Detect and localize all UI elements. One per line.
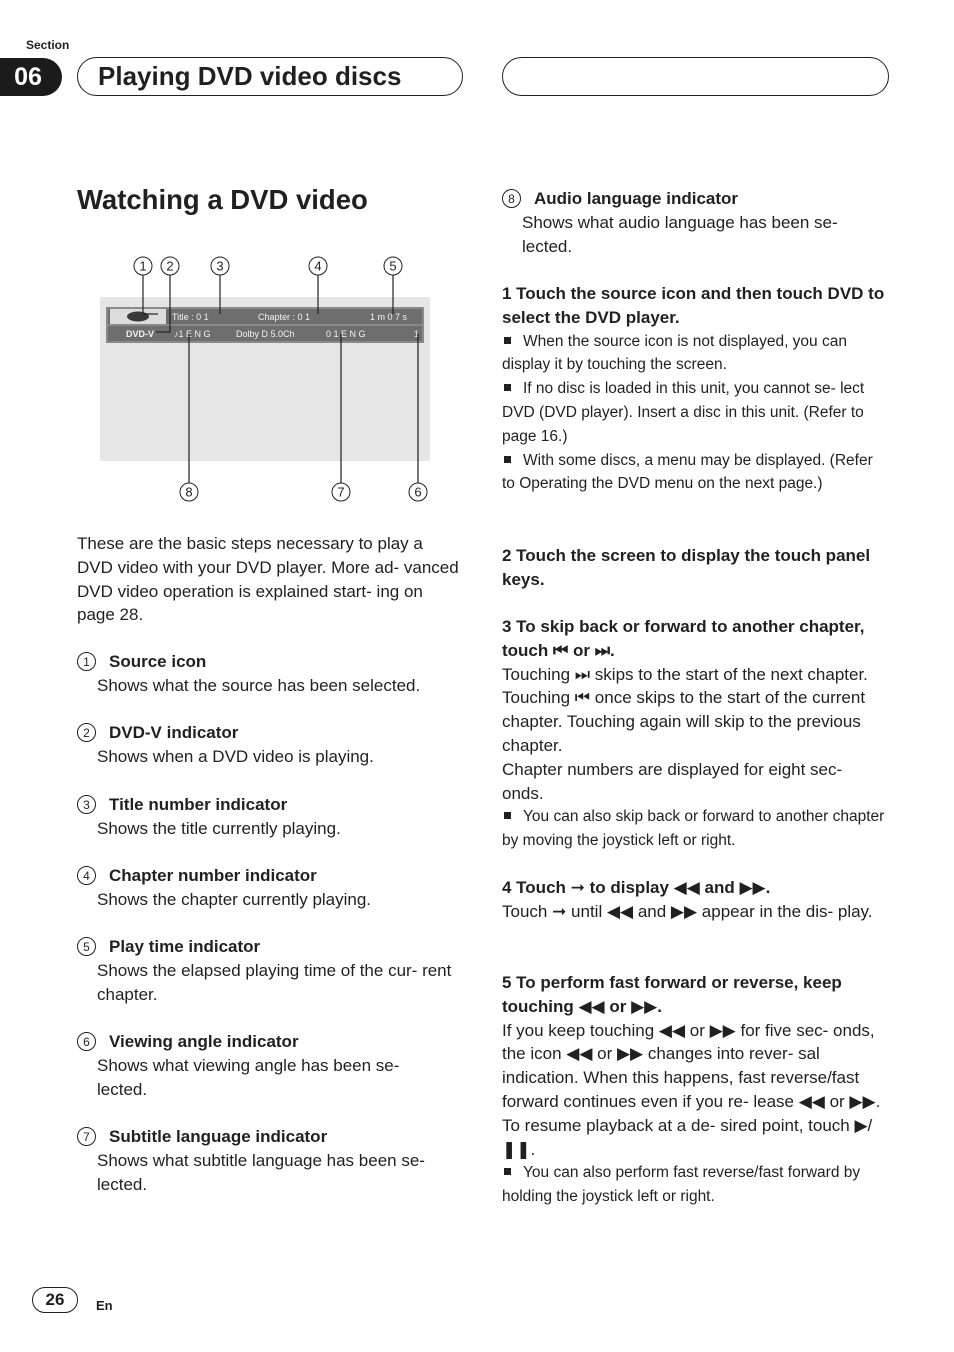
step-title: 3 To skip back or forward to another chapter, touch ⏮ or ⏭. [502,617,865,660]
item-source-icon [77,650,463,698]
language-label: En [96,1298,113,1313]
item-description: Shows the elapsed playing time of the cur- rent chapter. [97,960,452,1004]
callout-2: 2 [166,258,174,274]
display-time: 1 m 0 7 s [370,312,408,322]
step-note [502,377,888,448]
bullet-square [504,812,511,819]
step-5 [502,971,888,1209]
header-empty-box [502,57,889,96]
step-body: Touching ⏭ skips to the start of the next chapter. Touching ⏮ once skips to the start of the current chapter. Touching again will skip to the previous chapter. [502,664,868,755]
item-title: Title number indicator [109,795,288,814]
item-number: 5 [77,937,96,956]
item-viewing-angle [77,1030,463,1101]
item-title: Subtitle language indicator [109,1127,328,1146]
display-title: Title : 0 1 [172,312,209,322]
item-subtitle-language [77,1125,463,1196]
section-number-badge: 06 [0,58,62,96]
display-subtitle: 0 1 E N G [326,329,366,339]
display-dolby: Dolby D 5.0Ch [236,329,295,339]
note-text: With some discs, a menu may be displayed. (Refer to Operating the DVD menu on the next page.) [502,451,873,493]
item-number: 4 [77,866,96,885]
item-description: Shows what audio language has been se- lected. [522,212,838,256]
item-title: Source icon [109,652,207,671]
item-number: 6 [77,1032,96,1051]
item-title-number [77,793,463,841]
step-body: Chapter numbers are displayed for eight sec- onds. [502,759,843,803]
note-text: You can also perform fast reverse/fast forward by holding the joystick left or right. [502,1164,861,1206]
display-audio-lang: ♪1 E N G [174,329,211,339]
step-title: 4 Touch ➞ to display ◀◀ and ▶▶. [502,878,771,897]
note-text: When the source icon is not displayed, you can display it by touching the screen. [502,332,847,374]
step-title: 1 Touch the source icon and then touch DVD to select the DVD player. [502,284,885,327]
bullet-square [504,384,511,391]
step-4 [502,876,888,924]
page-title: Watching a DVD video [77,184,368,215]
step-note [502,1161,888,1209]
step-note [502,805,888,853]
display-source: DVD-V [126,329,155,339]
item-title: Audio language indicator [534,189,739,208]
item-title: Viewing angle indicator [109,1032,299,1051]
callout-3: 3 [216,258,224,274]
item-description: Shows what subtitle language has been se- lected. [97,1150,425,1194]
item-number: 1 [77,652,96,671]
step-3 [502,615,888,853]
item-audio-language [502,187,888,258]
item-description: Shows what the source has been selected. [97,675,421,695]
callout-5: 5 [389,258,397,274]
item-number: 3 [77,795,96,814]
step-note [502,449,888,497]
item-description: Shows the title currently playing. [97,818,341,838]
item-dvdv-indicator [77,721,463,769]
item-number: 2 [77,723,96,742]
item-description: Shows what viewing angle has been se- lected. [97,1055,400,1099]
diagram-svg [100,252,435,510]
step-body: If you keep touching ◀◀ or ▶▶ for five sec- onds, the icon ◀◀ or ▶▶ changes into rever- sal indication. When this happens, fast reverse/fast forward continues even if you re- lease ◀◀ or ▶▶. To resume playback at a de- sired point, touch ▶/❚❚. [502,1020,881,1159]
item-number: 8 [502,189,521,208]
step-1 [502,282,888,496]
item-title: Chapter number indicator [109,866,317,885]
page-number: 26 [32,1287,78,1313]
item-description: Shows when a DVD video is playing. [97,746,374,766]
bullet-square [504,337,511,344]
section-label: Section [26,38,70,52]
display-angle: 1 [414,329,420,339]
callout-6: 6 [414,484,422,500]
callout-8: 8 [185,484,193,500]
dvd-display-diagram [100,252,435,510]
note-text: You can also skip back or forward to another chapter by moving the joystick left or right. [502,808,885,850]
callout-4: 4 [314,258,322,274]
disc-icon [127,312,149,322]
bullet-square [504,1168,511,1175]
section-title: Playing DVD video discs [77,57,463,96]
step-title: 5 To perform fast forward or reverse, keep touching ◀◀ or ▶▶. [502,973,842,1016]
bullet-square [504,456,511,463]
note-text: If no disc is loaded in this unit, you cannot se- lect DVD (DVD player). Insert a disc in this unit. (Refer to page 16.) [502,380,865,445]
item-chapter-number [77,864,463,912]
intro-paragraph: These are the basic steps necessary to play a DVD video with your DVD player. More ad- vanced DVD video operation is explained start- ing on page 28. [77,534,459,625]
step-title: 2 Touch the screen to display the touch panel keys. [502,546,871,589]
item-description: Shows the chapter currently playing. [97,889,372,909]
callout-7: 7 [337,484,345,500]
step-body: Touch ➞ until ◀◀ and ▶▶ appear in the dis- play. [502,901,873,921]
item-play-time [77,935,463,1006]
item-number: 7 [77,1127,96,1146]
callout-1: 1 [139,258,147,274]
display-chapter: Chapter : 0 1 [258,312,311,322]
step-note [502,330,888,378]
step-2 [502,544,888,592]
item-title: Play time indicator [109,937,261,956]
item-title: DVD-V indicator [109,723,239,742]
